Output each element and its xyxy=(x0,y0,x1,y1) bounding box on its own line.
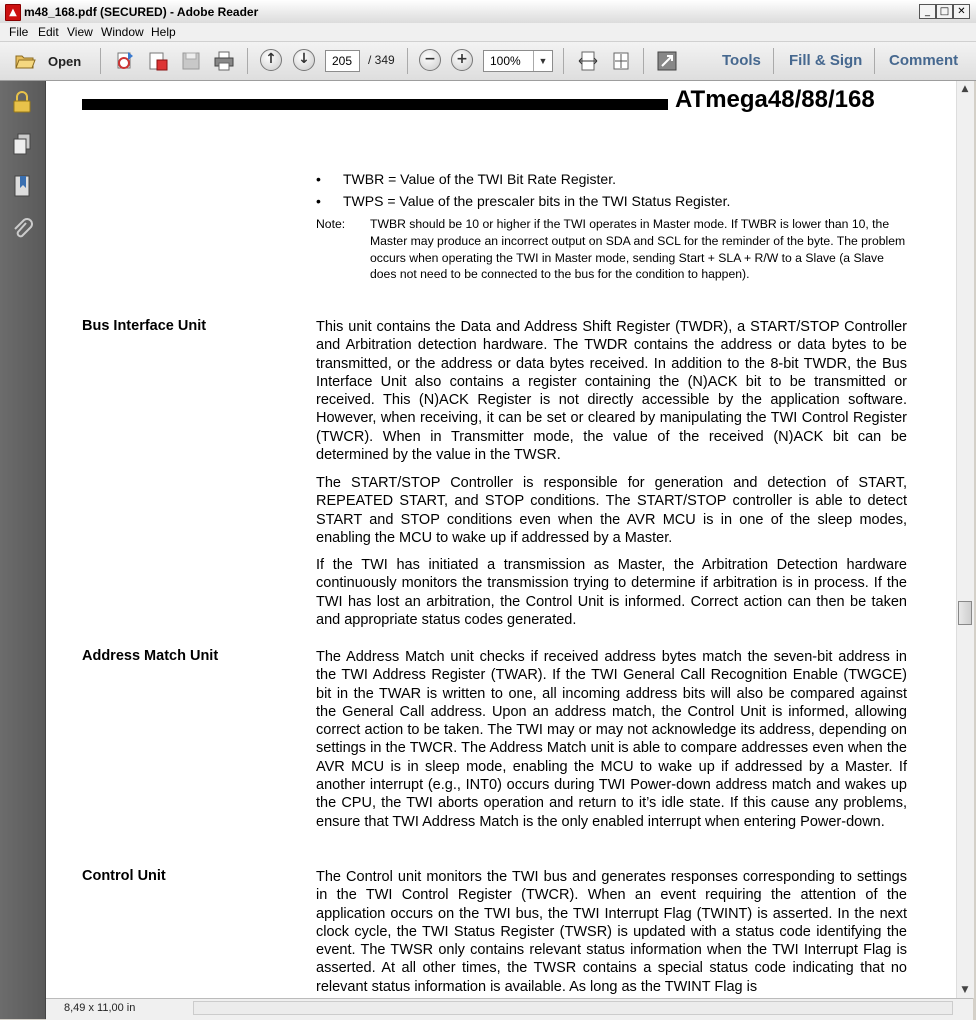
bullet-text: TWBR = Value of the TWI Bit Rate Register. xyxy=(343,171,616,187)
comment-pane-button[interactable]: Comment xyxy=(889,52,959,69)
paragraph: The Control unit monitors the TWI bus and generates responses corresponding to settings in the TWI Control Register (TWCR). When an event requiring the attention of the application occurs on the TWI bus, the TWI Interrupt Flag (TWINT) is asserted. In the next clock cycle, the TWI Status Register (TWSR) is updated with a status code identifying the event. The TWSR only contains relevant status information when the TWI Interrupt Flag is asserted. At all other times, the TWSR contains a special status code indicating that no relevant status information is available. As long as the TWINT Flag is xyxy=(316,869,907,995)
page-header-title: ATmega48/88/168 xyxy=(675,86,875,113)
paragraph: The START/STOP Controller is responsible for generation and detection of START, REPEATED START, and STOP conditions. The START/STOP controller is able to detect START and STOP conditions even when the AVR MCU is in one of the sleep modes, enabling the MCU to wake up if addressed by a Master. xyxy=(316,475,907,546)
export-pdf-icon[interactable] xyxy=(147,50,169,72)
bullet-text: TWPS = Value of the prescaler bits in the TWI Status Register. xyxy=(343,193,731,209)
toolbar-separator xyxy=(563,48,564,74)
note-text: TWBR should be 10 or higher if the TWI operates in Master mode. If TWBR is lower than 10, the Master may produce an incorrect output on SDA and SCL for the reminder of the byte. The problem occurs when operating the TWI in Master mode, sending Start + SLA + R/W to a Slave (a Slave does not need to be connected to the bus for the condition to happen). xyxy=(370,217,906,282)
fit-page-width-icon[interactable] xyxy=(577,50,599,72)
next-page-button[interactable] xyxy=(293,49,315,71)
open-button[interactable] xyxy=(8,46,86,76)
vertical-scrollbar[interactable] xyxy=(956,81,974,998)
minimize-icon[interactable]: _ xyxy=(919,4,936,19)
bookmarks-icon[interactable] xyxy=(11,174,33,198)
paragraph: If the TWI has initiated a transmission as Master, the Arbitration Detection hardware continuously monitors the transmission trying to determine if arbitration is in process. If the TWI has lost an arbitration, the Control Unit is informed. Correct action can then be taken and appropriate status codes generated. xyxy=(316,557,907,628)
folder-open-icon xyxy=(14,50,36,72)
page-number-input[interactable]: 205 xyxy=(325,50,360,72)
chevron-down-icon[interactable]: ▼ xyxy=(533,51,552,71)
acrobat-app-icon[interactable]: ▲ xyxy=(5,4,21,21)
zoom-value: 100% xyxy=(490,54,521,68)
zoom-in-button[interactable] xyxy=(451,49,473,71)
fit-full-page-icon[interactable] xyxy=(610,50,632,72)
tools-pane-button[interactable]: Tools xyxy=(722,52,761,69)
create-pdf-icon[interactable] xyxy=(114,50,136,72)
horizontal-scrollbar[interactable] xyxy=(193,1001,953,1015)
print-icon[interactable] xyxy=(213,50,235,72)
page-size-readout: 8,49 x 11,00 in xyxy=(64,1002,136,1014)
scroll-up-icon[interactable]: ▲ xyxy=(961,84,969,94)
section-heading: Control Unit xyxy=(82,868,166,884)
menu-window[interactable]: Window xyxy=(101,25,144,39)
title-bar xyxy=(0,0,976,24)
section-heading: Address Match Unit xyxy=(82,648,219,664)
menu-edit[interactable]: Edit xyxy=(38,25,59,39)
note-label: Note: xyxy=(316,217,346,231)
toolbar-separator xyxy=(874,48,875,74)
toolbar-separator xyxy=(643,48,644,74)
previous-page-button[interactable] xyxy=(260,49,282,71)
arrow-down-icon: ↓ xyxy=(298,51,310,67)
menu-help[interactable]: Help xyxy=(151,25,176,39)
plus-icon: + xyxy=(456,51,468,67)
close-icon[interactable]: ✕ xyxy=(953,4,970,19)
toolbar xyxy=(0,42,976,81)
arrow-up-icon: ↑ xyxy=(265,51,277,67)
save-icon[interactable] xyxy=(180,50,202,72)
bullet-icon: • xyxy=(316,171,321,187)
page-total: / 349 xyxy=(368,53,395,67)
zoom-select[interactable] xyxy=(483,50,553,72)
open-label: Open xyxy=(48,54,82,69)
status-bar xyxy=(46,998,973,1020)
attachments-icon[interactable] xyxy=(11,217,33,241)
full-screen-icon[interactable] xyxy=(656,50,678,72)
menu-bar xyxy=(0,23,976,42)
paragraph: The Address Match unit checks if received address bytes match the seven-bit address in the TWI Address Register (TWAR). If the TWI General Call Recognition Enable (TWGCE) bit in the TWAR is written to one, all incoming address bits will also be compared against the General Call address. Upon an address match, the Control Unit is informed, allowing correct action to be taken. The TWI may or may not acknowledge its address, depending on settings in the TWCR. The Address Match unit is able to compare addresses even when the AVR MCU is in sleep mode, enabling the MCU to wake up if addressed by a Master. If another interrupt (e.g., INT0) occurs during TWI Power-down address match and wakes up the CPU, the TWI aborts operation and return to it’s idle state. If this cause any problems, ensure that TWI Address Match is the only enabled interrupt when entering Power-down. xyxy=(316,649,907,830)
maximize-icon[interactable]: □ xyxy=(936,4,953,19)
menu-view[interactable]: View xyxy=(67,25,93,39)
menu-file[interactable]: File xyxy=(9,25,29,39)
zoom-out-button[interactable] xyxy=(419,49,441,71)
navigation-pane xyxy=(0,81,46,1019)
toolbar-separator xyxy=(100,48,101,74)
fill-sign-pane-button[interactable]: Fill & Sign xyxy=(789,52,863,69)
minus-icon: − xyxy=(424,51,436,67)
scroll-down-icon[interactable]: ▼ xyxy=(961,985,969,995)
bullet-icon: • xyxy=(316,193,321,209)
window-title: m48_168.pdf (SECURED) - Adobe Reader xyxy=(24,5,259,19)
toolbar-separator xyxy=(407,48,408,74)
section-heading: Bus Interface Unit xyxy=(82,318,207,334)
scroll-thumb[interactable] xyxy=(958,601,972,625)
document-page xyxy=(46,81,956,998)
page-thumbnails-icon[interactable] xyxy=(11,132,33,156)
toolbar-separator xyxy=(247,48,248,74)
lock-icon[interactable] xyxy=(11,90,33,114)
header-rule xyxy=(82,99,668,110)
paragraph: This unit contains the Data and Address Shift Register (TWDR), a START/STOP Controller and Arbitration detection hardware. The TWDR contains the address or data bytes to be transmitted, or the address or data bytes received. In addition to the 8-bit TWDR, the Bus Interface Unit also contains a register containing the (N)ACK bit to be transmitted or received. This (N)ACK Register is not directly accessible by the application software. However, when receiving, it can be set or cleared by manipulating the TWI Control Register (TWCR). When in Transmitter mode, the value of the received (N)ACK bit can be determined by the value in the TWSR. xyxy=(316,319,907,464)
toolbar-separator xyxy=(773,48,774,74)
